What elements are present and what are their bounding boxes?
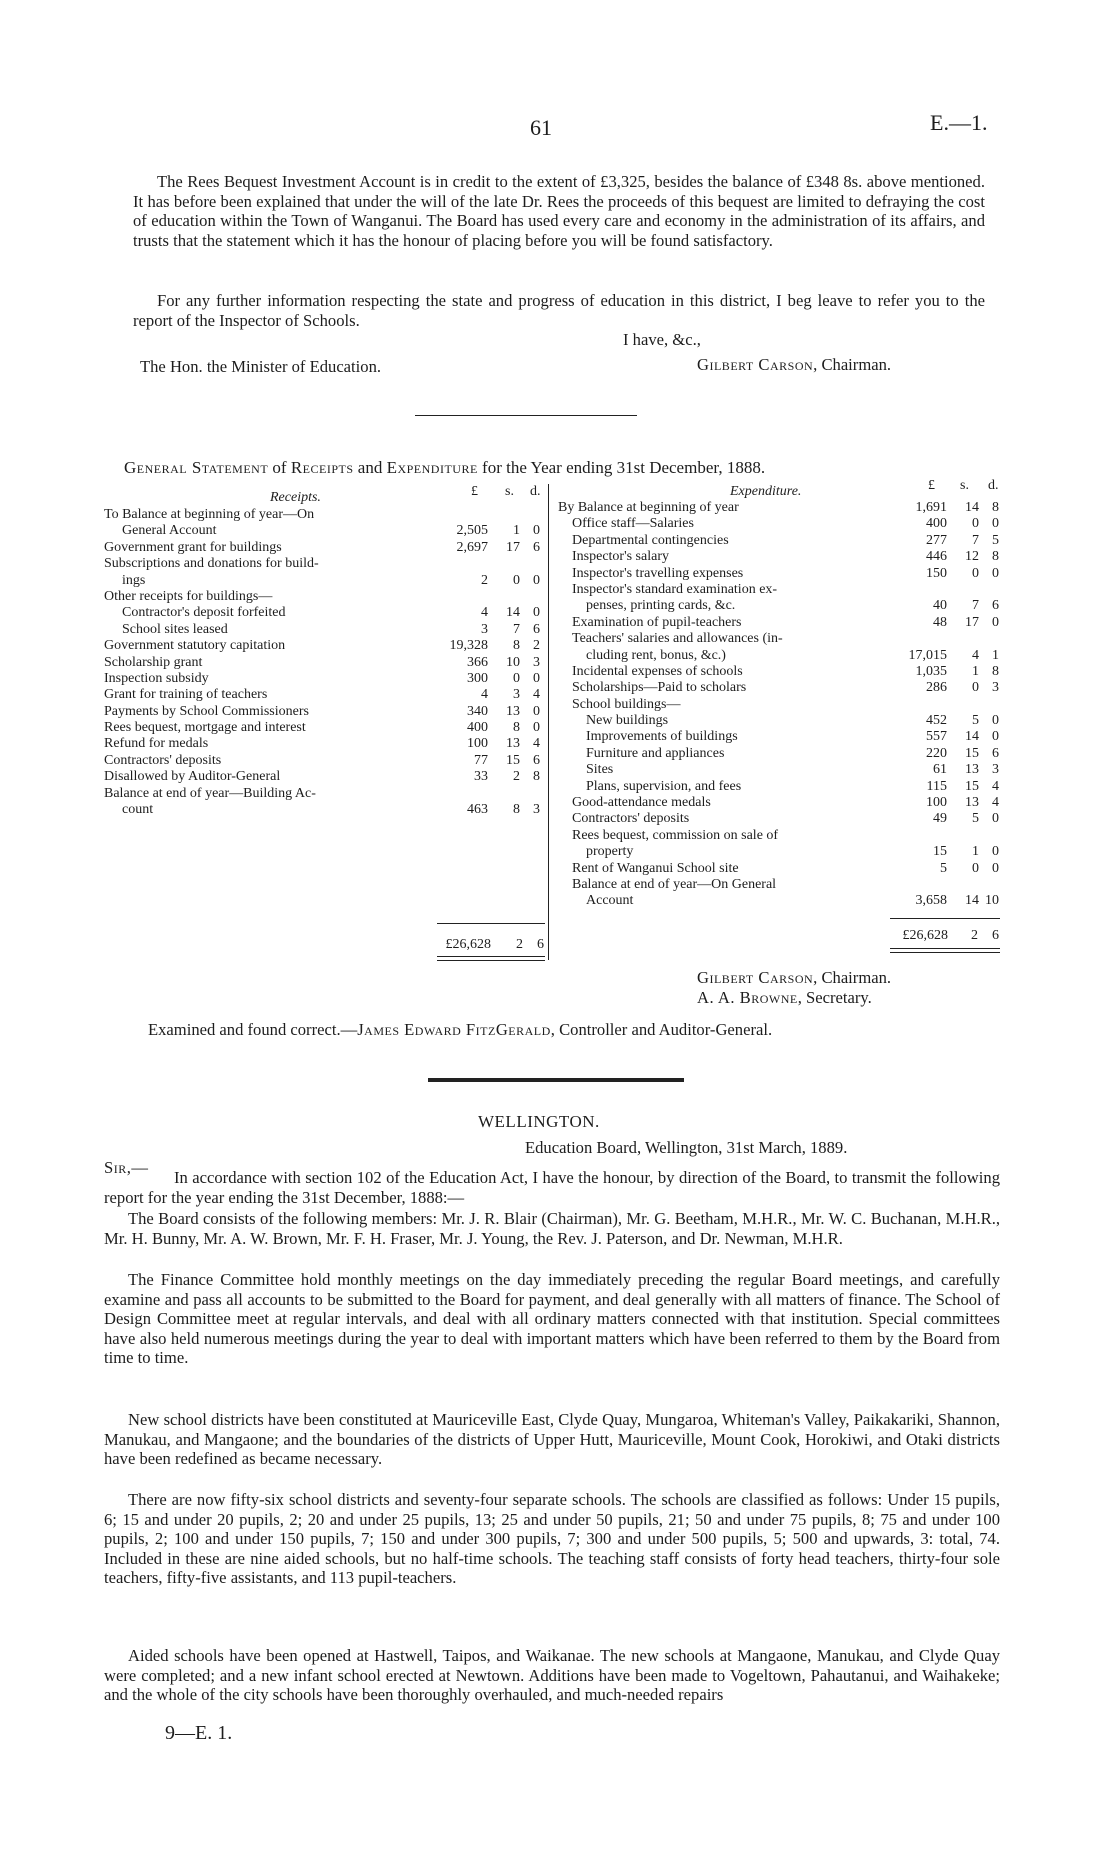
receipts-amount-pence: 4 (533, 687, 540, 703)
signature-chairman (697, 355, 891, 375)
page-number: 61 (530, 115, 552, 140)
expenditure-label: penses, printing cards, &c. (586, 598, 736, 614)
expenditure-total-shillings: 2 (971, 928, 978, 943)
expenditure-amount-pounds: 1,035 (915, 663, 947, 679)
expenditure-label: Rent of Wanganui School site (572, 860, 739, 876)
receipts-amount-pounds: 340 (467, 703, 488, 719)
expenditure-label: Inspector's salary (572, 549, 669, 565)
receipts-total-shillings: 2 (516, 937, 523, 952)
receipts-label: Rees bequest, mortgage and interest (104, 720, 306, 736)
signatory-title: , Chairman. (813, 355, 892, 374)
receipts-row (104, 736, 544, 752)
signatory-title: , Secretary. (797, 988, 872, 1007)
receipts-amount-pounds: 2,505 (456, 523, 488, 539)
expenditure-label: Rees bequest, commission on sale of (572, 827, 779, 843)
signature-chairman-2 (697, 968, 891, 988)
receipts-row (104, 540, 544, 556)
closing-line: I have, &c., (623, 330, 701, 349)
receipts-amount-pence: 0 (533, 670, 540, 686)
expenditure-row (558, 680, 1001, 696)
receipts-label: Contractors' deposits (104, 752, 222, 768)
expenditure-row (558, 811, 1001, 827)
expenditure-amount-shillings: 7 (972, 532, 979, 548)
expenditure-amount-shillings: 1 (972, 663, 979, 679)
expenditure-label: Good-attendance medals (572, 795, 711, 811)
dateline: Education Board, Wellington, 31st March, 1889. (525, 1138, 848, 1157)
receipts-amount-shillings: 13 (506, 703, 520, 719)
receipts-label: General Account (122, 523, 217, 539)
receipts-amount-shillings: 1 (513, 523, 520, 539)
expenditure-amount-pounds: 557 (926, 729, 947, 745)
receipts-row (104, 786, 544, 802)
receipts-amount-shillings: 3 (513, 687, 520, 703)
signatory-name: Gilbert Carson (697, 355, 814, 374)
expenditure-amount-pounds: 61 (933, 762, 947, 778)
title-part: of (268, 458, 291, 477)
expenditure-amount-shillings: 17 (965, 614, 979, 630)
expenditure-row (558, 549, 1001, 565)
expenditure-amount-pence: 6 (992, 598, 999, 614)
receipts-total-pence: 6 (537, 937, 544, 952)
expenditure-amount-pence: 6 (992, 745, 999, 761)
receipts-amount-pence: 6 (533, 621, 540, 637)
expenditure-amount-pence: 4 (992, 795, 999, 811)
receipts-amount-shillings: 15 (506, 752, 520, 768)
title-part: Receipts (290, 458, 354, 477)
receipts-row (104, 720, 544, 736)
receipts-amount-shillings: 0 (513, 670, 520, 686)
expenditure-amount-shillings: 13 (965, 795, 979, 811)
receipts-amount-pounds: 19,328 (449, 638, 488, 654)
receipts-amount-pence: 2 (533, 638, 540, 654)
expenditure-amount-pounds: 400 (926, 516, 947, 532)
expenditure-amount-pounds: 3,658 (915, 893, 947, 909)
expenditure-amount-pounds: 115 (926, 778, 947, 794)
receipts-label: To Balance at beginning of year—On (104, 507, 315, 522)
expenditure-label: Departmental contingencies (572, 532, 729, 548)
expenditure-amount-pence: 0 (992, 713, 999, 729)
expenditure-amount-shillings: 15 (965, 745, 979, 761)
expenditure-total-pounds: £26,628 (902, 928, 948, 943)
expenditure-row (558, 648, 1001, 664)
expenditure-amount-shillings: 14 (965, 729, 979, 745)
receipts-total-rule-top (437, 923, 545, 924)
receipts-amount-shillings: 0 (513, 572, 520, 588)
section-heading: WELLINGTON. (478, 1112, 600, 1131)
auditor-title: , Controller and Auditor-General. (550, 1020, 773, 1039)
receipts-label: Payments by School Commissioners (104, 703, 309, 719)
expenditure-total (890, 928, 1000, 945)
expenditure-label: Improvements of buildings (586, 729, 738, 745)
expenditure-label: Teachers' salaries and allowances (in- (572, 631, 783, 647)
receipts-row (104, 802, 544, 818)
expenditure-row (558, 877, 1001, 893)
receipts-row (104, 753, 544, 769)
receipts-amount-shillings: 13 (506, 736, 520, 752)
receipts-amount-pounds: 300 (467, 670, 488, 686)
expenditure-row (558, 795, 1001, 811)
report-paragraph-6: Aided schools have been opened at Hastwell, Taipos, and Waikanae. The new schools at Mangaone, Manukau, and Clyde Quay were completed; and a new infant school erected at Newtown. Additions have been made to Vogeltown, Pahautanui, and Waihakeke; and the whole of the city schools have been thoroughly overhauled, and much-needed repairs (104, 1646, 1000, 1704)
expenditure-row (558, 566, 1001, 582)
expenditure-amount-shillings: 15 (965, 778, 979, 794)
receipts-amount-pence: 4 (533, 736, 540, 752)
expenditure-label: Inspector's travelling expenses (572, 565, 744, 581)
expenditure-row (558, 697, 1001, 713)
receipts-amount-shillings: 10 (506, 654, 520, 670)
title-part: General Statement (124, 458, 269, 477)
receipts-amount-pounds: 4 (481, 605, 488, 621)
expenditure-amount-pounds: 446 (926, 549, 947, 565)
auditor-name: James Edward FitzGerald (357, 1020, 551, 1039)
expenditure-amount-pence: 0 (992, 860, 999, 876)
receipts-amount-pounds: 400 (467, 720, 488, 736)
currency-header-shillings: s. (505, 484, 514, 499)
report-paragraph-3: The Finance Committee hold monthly meetings on the day immediately preceding the regular Board meetings, and carefully examine and pass all accounts to be submitted to the Board for payment, and deal generally with all matters of finance. The School of Design Committee meet at regular intervals, and deal with all ordinary matters connected with that institution. Special committees have also held numerous meetings during the year to deal with important matters which have been referred to them by the Board from time to time. (104, 1270, 1000, 1367)
receipts-label: count (122, 802, 154, 818)
expenditure-label: Inspector's standard examination ex- (572, 581, 778, 597)
receipts-amount-pounds: 366 (467, 654, 488, 670)
expenditure-row (558, 729, 1001, 745)
audit-line (148, 1020, 772, 1040)
expenditure-label: Incidental expenses of schools (572, 663, 743, 679)
receipts-total-rule-bottom (437, 956, 545, 961)
receipts-label: Government statutory capitation (104, 638, 286, 654)
receipts-total-pounds: £26,628 (445, 937, 491, 952)
receipts-label: Refund for medals (104, 736, 209, 752)
receipts-row (104, 507, 544, 523)
expenditure-amount-pence: 0 (992, 614, 999, 630)
expenditure-amount-pounds: 48 (933, 614, 947, 630)
receipts-label: Inspection subsidy (104, 670, 209, 686)
expenditure-amount-pence: 0 (992, 844, 999, 860)
receipts-label: Disallowed by Auditor-General (104, 769, 281, 785)
expenditure-amount-pounds: 17,015 (908, 647, 947, 663)
expenditure-total-rule-bottom (890, 948, 1000, 953)
receipts-amount-pounds: 33 (474, 769, 488, 785)
expenditure-label: Balance at end of year—On General (572, 876, 777, 892)
receipts-amount-shillings: 14 (506, 605, 520, 621)
expenditure-label: property (586, 844, 634, 860)
intro-paragraph-2: For any further information respecting the state and progress of education in this district, I beg leave to refer you to the report of the Inspector of Schools. (133, 291, 985, 330)
receipts-amount-shillings: 8 (513, 802, 520, 818)
receipts-label: Grant for training of teachers (104, 687, 268, 703)
receipts-label: Government grant for buildings (104, 539, 282, 555)
expenditure-amount-pence: 3 (992, 680, 999, 696)
receipts-total (437, 937, 545, 954)
column-divider (548, 484, 549, 960)
expenditure-amount-pounds: 49 (933, 811, 947, 827)
expenditure-amount-shillings: 14 (965, 500, 979, 515)
expenditure-amount-shillings: 5 (972, 713, 979, 729)
report-paragraph-5: There are now fifty-six school districts and seventy-four separate schools. The schools are classified as follows: Under 15 pupils, 6; 15 and under 20 pupils, 2; 20 and under 25 pupils, 13; 25 and under 50 pupils, 21; 50 and under 75 pupils, 8; 75 and under 100 pupils, 2; 100 and under 150 pupils, 7; 150 and under 300 pupils, 7; 300 and under 500 pupils, 5; 500 and upwards, 3: total, 74. Included in these are nine aided schools, but no half-time schools. The teaching staff consists of forty head teachers, thirty-four sole teachers, fifty-five assistants, and 113 pupil-teachers. (104, 1490, 1000, 1587)
expenditure-row (558, 779, 1001, 795)
expenditure-amount-shillings: 5 (972, 811, 979, 827)
receipts-row (104, 523, 544, 539)
receipts-amount-shillings: 8 (513, 720, 520, 736)
expenditure-row (558, 664, 1001, 680)
expenditure-amount-pounds: 1,691 (915, 500, 947, 515)
expenditure-row (558, 500, 1001, 516)
signatory-name: Gilbert Carson (697, 968, 814, 987)
receipts-amount-pence: 0 (533, 720, 540, 736)
currency-header-pounds-2: £ (928, 478, 935, 493)
document-reference: E.—1. (930, 110, 988, 135)
currency-header-shillings-2: s. (960, 478, 969, 493)
addressee: The Hon. the Minister of Education. (140, 357, 382, 376)
expenditure-amount-shillings: 0 (972, 680, 979, 696)
expenditure-amount-pence: 8 (992, 663, 999, 679)
receipts-amount-shillings: 7 (513, 621, 520, 637)
receipts-row (104, 769, 544, 785)
expenditure-label: Scholarships—Paid to scholars (572, 680, 747, 696)
receipts-label: Contractor's deposit forfeited (122, 605, 286, 621)
expenditure-amount-pounds: 15 (933, 844, 947, 860)
section-divider (415, 415, 637, 416)
title-part: and (353, 458, 387, 477)
intro-paragraph-1: The Rees Bequest Investment Account is in credit to the extent of £3,325, besides the balance of £348 8s. above mentioned. It has before been explained that under the will of the late Dr. Rees the proceeds of this bequest are limited to defraying the cost of education within the Town of Wanganui. The Board has used every care and economy in the administration of its affairs, and trusts that the statement which it has the honour of placing before you will be found satisfactory. (133, 172, 985, 250)
signature-mark: 9—E. 1. (165, 1722, 233, 1744)
expenditure-amount-pounds: 5 (940, 860, 947, 876)
receipts-amount-pence: 0 (533, 703, 540, 719)
expenditure-row (558, 828, 1001, 844)
expenditure-amount-pence: 0 (992, 516, 999, 532)
receipts-amount-pounds: 100 (467, 736, 488, 752)
expenditure-label: Account (586, 893, 634, 909)
statement-title (124, 458, 765, 478)
expenditure-row (558, 631, 1001, 647)
expenditure-row (558, 861, 1001, 877)
salutation-text: Sir,— (104, 1158, 149, 1177)
expenditure-row (558, 746, 1001, 762)
expenditure-amount-shillings: 4 (972, 647, 979, 663)
expenditure-amount-pounds: 220 (926, 745, 947, 761)
receipts-amount-shillings: 2 (513, 769, 520, 785)
receipts-amount-pounds: 463 (467, 802, 488, 818)
receipts-amount-pence: 3 (533, 654, 540, 670)
receipts-amount-pounds: 77 (474, 752, 488, 768)
expenditure-amount-pounds: 286 (926, 680, 947, 696)
receipts-label: School sites leased (122, 621, 228, 637)
receipts-amount-shillings: 8 (513, 638, 520, 654)
currency-header-pence: d. (530, 484, 541, 499)
expenditure-amount-shillings: 13 (965, 762, 979, 778)
expenditure-row (558, 893, 1001, 909)
audit-prefix: Examined and found correct.— (148, 1020, 358, 1039)
expenditure-amount-pence: 0 (992, 565, 999, 581)
receipts-amount-pence: 8 (533, 769, 540, 785)
expenditure-total-rule-top (890, 918, 1000, 919)
receipts-row (104, 589, 544, 605)
receipts-amount-pounds: 2 (481, 572, 488, 588)
expenditure-amount-pence: 1 (992, 647, 999, 663)
receipts-amount-pence: 3 (533, 802, 540, 818)
receipts-row (104, 655, 544, 671)
receipts-amount-pence: 0 (533, 605, 540, 621)
currency-header-pounds: £ (471, 484, 478, 499)
receipts-label: Other receipts for buildings— (104, 588, 273, 604)
receipts-amount-pounds: 4 (481, 687, 488, 703)
receipts-row (104, 671, 544, 687)
expenditure-amount-pounds: 150 (926, 565, 947, 581)
report-paragraph-2: The Board consists of the following members: Mr. J. R. Blair (Chairman), Mr. G. Beetham, M.H.R., Mr. W. C. Buchanan, M.H.R., Mr. H. Bunny, Mr. A. W. Brown, Mr. F. H. Fraser, Mr. J. Young, the Rev. J. Paterson, and Dr. Newman, M.H.R. (104, 1209, 1000, 1248)
expenditure-label: Office staff—Salaries (572, 516, 694, 532)
expenditure-amount-pounds: 40 (933, 598, 947, 614)
receipts-amount-shillings: 17 (506, 539, 520, 555)
signatory-name: A. A. Browne (697, 988, 798, 1007)
expenditure-amount-pence: 10 (985, 893, 999, 909)
expenditure-amount-pence: 8 (992, 500, 999, 515)
expenditure-amount-pence: 0 (992, 729, 999, 745)
expenditure-amount-pence: 5 (992, 532, 999, 548)
expenditure-label: New buildings (586, 713, 669, 729)
expenditure-amount-pence: 8 (992, 549, 999, 565)
expenditure-row (558, 844, 1001, 860)
receipts-row (104, 638, 544, 654)
receipts-row (104, 556, 544, 572)
receipts-header: Receipts. (270, 490, 321, 505)
expenditure-amount-shillings: 12 (965, 549, 979, 565)
currency-header-pence-2: d. (988, 478, 999, 493)
expenditure-amount-shillings: 1 (972, 844, 979, 860)
signature-secretary (697, 988, 872, 1008)
expenditure-amount-shillings: 0 (972, 860, 979, 876)
title-part: for the Year ending 31st December, 1888. (477, 458, 766, 477)
expenditure-amount-shillings: 0 (972, 565, 979, 581)
expenditure-amount-pounds: 452 (926, 713, 947, 729)
report-paragraph-1: In accordance with section 102 of the Education Act, I have the honour, by direction of the Board, to transmit the following report for the year ending the 31st December, 1888:— (104, 1168, 1000, 1207)
signatory-title: , Chairman. (813, 968, 892, 987)
expenditure-total-pence: 6 (992, 928, 999, 943)
receipts-label: Subscriptions and donations for build- (104, 556, 319, 572)
expenditure-label: By Balance at beginning of year (558, 500, 739, 515)
expenditure-amount-shillings: 0 (972, 516, 979, 532)
receipts-row (104, 573, 544, 589)
expenditure-label: Examination of pupil-teachers (572, 614, 742, 630)
receipts-label: Scholarship grant (104, 654, 203, 670)
expenditure-label: Contractors' deposits (572, 811, 690, 827)
expenditure-row (558, 516, 1001, 532)
receipts-row (104, 622, 544, 638)
expenditure-table (558, 500, 1001, 910)
receipts-amount-pounds: 3 (481, 621, 488, 637)
expenditure-amount-pence: 4 (992, 778, 999, 794)
expenditure-amount-pence: 0 (992, 811, 999, 827)
receipts-row (104, 687, 544, 703)
thick-divider (428, 1078, 684, 1082)
receipts-label: ings (122, 572, 146, 588)
report-paragraph-4: New school districts have been constituted at Mauriceville East, Clyde Quay, Mungaroa, Whiteman's Valley, Paikakariki, Shannon, Manukau, and Mangaone; and the boundaries of the districts of Upper Hutt, Mauriceville, Mount Cook, Horokiwi, and Otaki districts have been redefined as became necessary. (104, 1410, 1000, 1468)
receipts-row (104, 704, 544, 720)
receipts-amount-pounds: 2,697 (456, 539, 488, 555)
expenditure-row (558, 713, 1001, 729)
receipts-amount-pence: 6 (533, 539, 540, 555)
title-part: Expenditure (386, 458, 478, 477)
expenditure-amount-pence: 3 (992, 762, 999, 778)
expenditure-row (558, 598, 1001, 614)
receipts-amount-pence: 0 (533, 572, 540, 588)
expenditure-header: Expenditure. (730, 484, 802, 499)
receipts-amount-pence: 0 (533, 523, 540, 539)
expenditure-label: Plans, supervision, and fees (586, 778, 742, 794)
expenditure-row (558, 582, 1001, 598)
receipts-table (104, 507, 544, 818)
receipts-amount-pence: 6 (533, 752, 540, 768)
expenditure-label: Sites (586, 762, 614, 778)
receipts-label: Balance at end of year—Building Ac- (104, 785, 316, 801)
expenditure-label: cluding rent, bonus, &c.) (586, 647, 726, 663)
expenditure-row (558, 615, 1001, 631)
expenditure-amount-pounds: 100 (926, 795, 947, 811)
expenditure-row (558, 533, 1001, 549)
expenditure-amount-shillings: 7 (972, 598, 979, 614)
expenditure-amount-pounds: 277 (926, 532, 947, 548)
expenditure-amount-shillings: 14 (965, 893, 979, 909)
expenditure-label: School buildings— (572, 696, 681, 712)
expenditure-label: Furniture and appliances (586, 745, 725, 761)
receipts-row (104, 605, 544, 621)
expenditure-row (558, 762, 1001, 778)
